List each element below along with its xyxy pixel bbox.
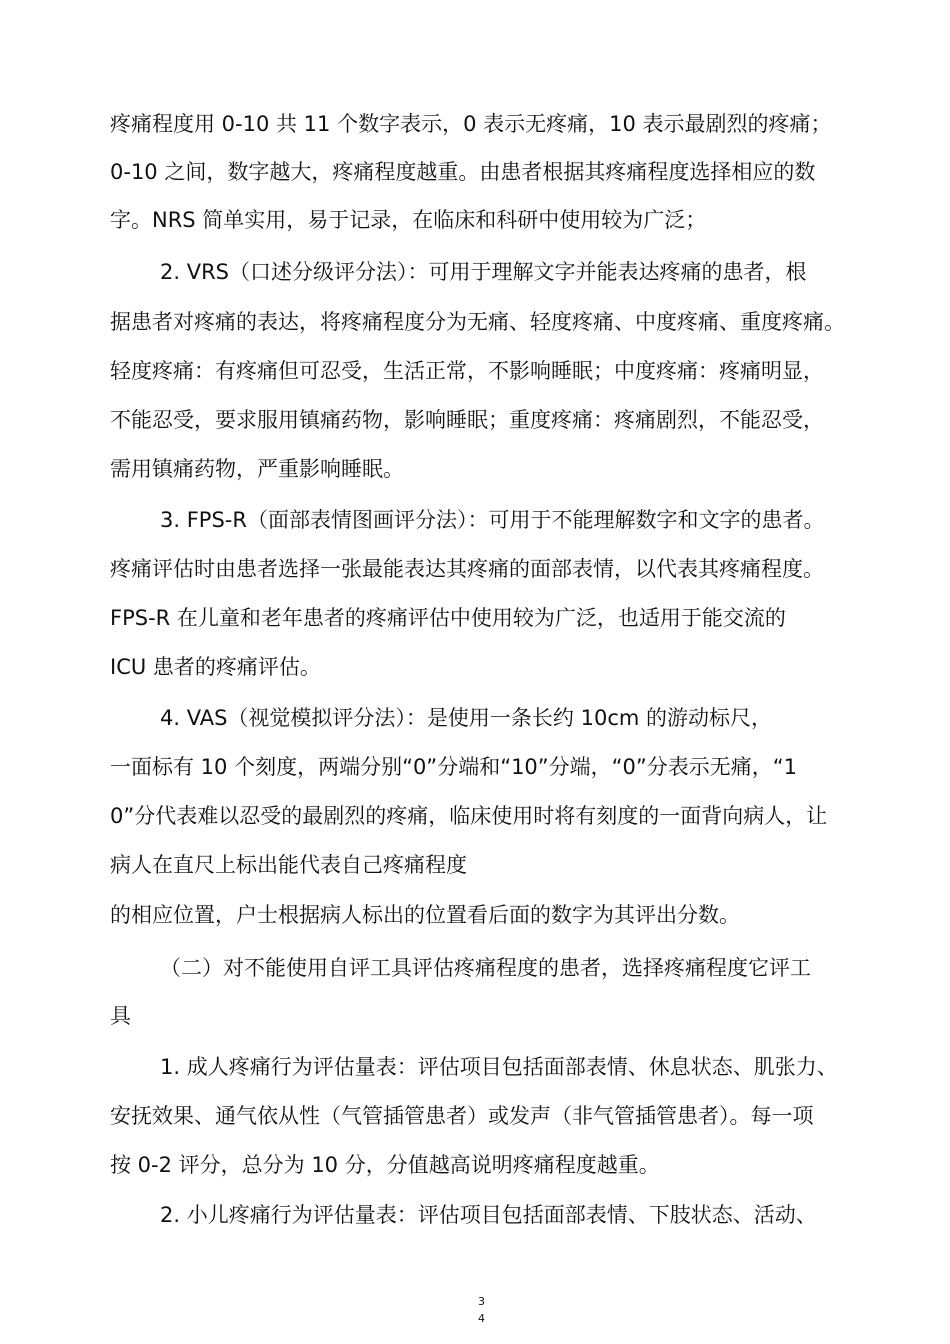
page-number: 3 [478, 1295, 485, 1308]
page-number: 4 [478, 1312, 485, 1325]
text-line: 疼痛程度用 0-10 共 11 个数字表示，0 表示无疼痛，10 表示最剧烈的疼痛； [110, 112, 832, 136]
text-line: 具 [110, 1004, 131, 1028]
text-line: ICU 患者的疼痛评估。 [110, 655, 321, 679]
text-line: 2. 小儿疼痛行为评估量表：评估项目包括面部表情、下肢状态、活动、 [160, 1203, 817, 1227]
text-line: 2. VRS（口述分级评分法）：可用于理解文字并能表达疼痛的患者，根 [160, 260, 807, 284]
text-line: 的相应位置，户士根据病人标出的位置看后面的数字为其评出分数。 [110, 903, 740, 927]
text-line: 安抚效果、通气依从性（气管插管患者）或发声（非气管插管患者）。每一项 [110, 1104, 814, 1128]
text-line: 字。NRS 简单实用，易于记录，在临床和科研中使用较为广泛； [110, 208, 707, 232]
text-line: 不能忍受，要求服用镇痛药物，影响睡眠；重度疼痛：疼痛剧烈，不能忍受， [110, 408, 824, 432]
text-line: 0”分代表难以忍受的最剧烈的疼痛，临床使用时将有刻度的一面背向病人，让 [110, 804, 828, 828]
text-line: 一面标有 10 个刻度，两端分别“0”分端和“10”分端，“0”分表示无痛，“1 [110, 755, 798, 779]
text-line: （二）对不能使用自评工具评估疼痛程度的患者，选择疼痛程度它评工 [160, 956, 811, 980]
text-line: 病人在直尺上标出能代表自己疼痛程度 [110, 853, 467, 877]
text-line: 1. 成人疼痛行为评估量表：评估项目包括面部表情、休息状态、肌张力、 [160, 1055, 838, 1079]
text-line: 4. VAS（视觉模拟评分法）：是使用一条长约 10cm 的游动标尺， [160, 706, 773, 730]
text-line: 0-10 之间，数字越大，疼痛程度越重。由患者根据其疼痛程度选择相应的数 [110, 160, 816, 184]
text-line: 按 0-2 评分，总分为 10 分，分值越高说明疼痛程度越重。 [110, 1153, 660, 1177]
text-line: 据患者对疼痛的表达，将疼痛程度分为无痛、轻度疼痛、中度疼痛、重度疼痛。 [110, 310, 845, 334]
text-line: 3. FPS-R（面部表情图画评分法）：可用于不能理解数字和文字的患者。 [160, 508, 825, 532]
text-line: 轻度疼痛：有疼痛但可忍受，生活正常，不影响睡眠；中度疼痛：疼痛明显， [110, 359, 824, 383]
text-line: FPS-R 在儿童和老年患者的疼痛评估中使用较为广泛，也适用于能交流的 [110, 606, 786, 630]
text-line: 疼痛评估时由患者选择一张最能表达其疼痛的面部表情，以代表其疼痛程度。 [110, 557, 824, 581]
text-line: 需用镇痛药物，严重影响睡眠。 [110, 457, 404, 481]
